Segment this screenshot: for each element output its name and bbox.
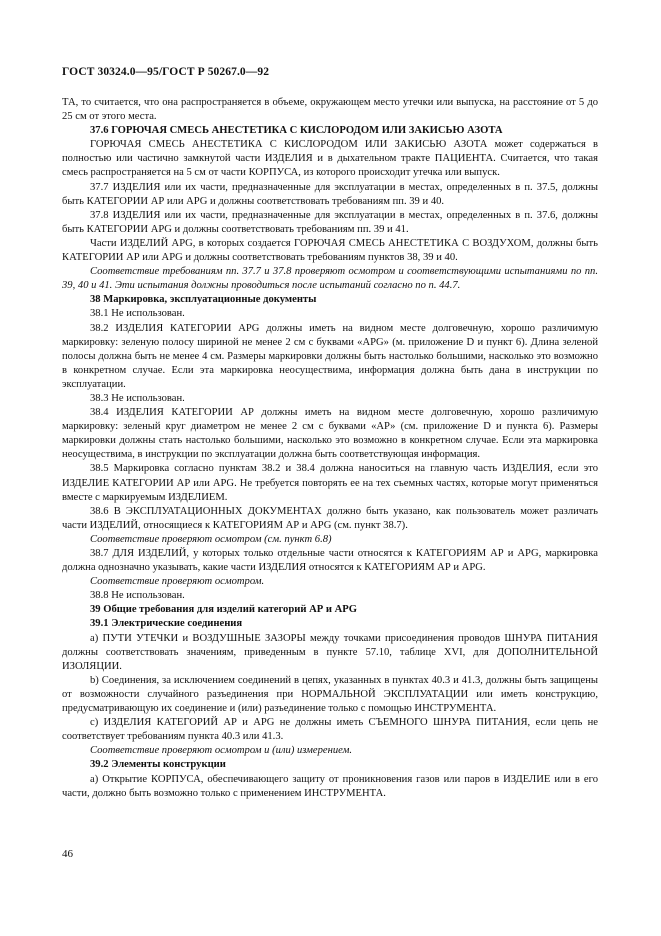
paragraph: с) ИЗДЕЛИЯ КАТЕГОРИЙ АР и APG не должны иметь СЪЕМНОГО ШНУРА ПИТАНИЯ, если цепь не соответствует требованиям пункта 40.3 или 41.3. [62,717,598,743]
section-heading: 39 Общие требования для изделий категорий АР и APG [90,604,357,616]
paragraph: 37.7 ИЗДЕЛИЯ или их части, предназначенные для эксплуатации в местах, определенных в п. 37.5, должны быть КАТЕГОРИИ АР или APG и должны соответствовать требованиям пп. 39 и 40. [62,181,598,207]
paragraph: 38.1 Не использован. [90,308,185,320]
section-heading: 38 Маркировка, эксплуатационные документы [90,294,317,306]
section-heading: 37.6 ГОРЮЧАЯ СМЕСЬ АНЕСТЕТИКА С КИСЛОРОДОМ ИЛИ ЗАКИСЬЮ АЗОТА [90,125,503,137]
compliance-note: Соответствие проверяют осмотром и (или) измерением. [90,745,353,757]
document-header: ГОСТ 30324.0—95/ГОСТ Р 50267.0—92 [62,66,270,78]
subsection-heading: 39.2 Элементы конструкции [90,759,226,771]
page-number: 46 [62,848,73,860]
paragraph: ГОРЮЧАЯ СМЕСЬ АНЕСТЕТИКА С КИСЛОРОДОМ ИЛИ ЗАКИСЬЮ АЗОТА может содержаться в полностью или частично замкнутой части ИЗДЕЛИЯ и в дыхательном тракте ПАЦИЕНТА. Считается, что такая смесь распространяется на 5 см от части КОРПУСА, из которого происходит утечка или выпуск. [62,139,598,179]
paragraph: 38.2 ИЗДЕЛИЯ КАТЕГОРИИ APG должны иметь на видном месте долговечную, хорошо различимую маркировку: зеленую полосу шириной не менее 2 см с буквами «APG» (м. приложение D и пункт 6). Длина зеленой полосы должна быть не менее 4 см. Размеры маркировки должны быть настолько большими, насколько это возможно в конкретном случае. Если эта маркировка неосуществима, информация должна быть дана в инструкции по эксплуатации. [62,322,598,390]
paragraph: 38.4 ИЗДЕЛИЯ КАТЕГОРИИ АР должны иметь на видном месте долговечную, хорошо различимую маркировку: зеленый круг диаметром не менее 2 см с буквами «АР» (см. приложение D и пункта 6). Размеры маркировки должны стать настолько большими, насколько это возможно в конкретном случае. Если эта маркировка неосуществима, в инструкции по эксплуатации должна быть соответствующая информация. [62,407,598,461]
paragraph: ТА, то считается, что она распространяется в объеме, окружающем место утечки или выпуска, на расстояние от 5 до 25 см от этого места. [62,97,598,123]
paragraph: 38.3 Не использован. [90,392,185,404]
paragraph: 38.5 Маркировка согласно пунктам 38.2 и 38.4 должна наноситься на главную часть ИЗДЕЛИЯ, если это ИЗДЕЛИЕ КАТЕГОРИИ АР или APG. Не требуется повторять ее на тех съемных частях, которые могут применяться вместе с маркируемым ИЗДЕЛИЕМ. [62,463,598,503]
paragraph: 37.8 ИЗДЕЛИЯ или их части, предназначенные для эксплуатации в местах, определенных в п. 37.6, должны быть КАТЕГОРИИ APG и должны соответствовать требованиям пп. 39 и 41. [62,209,598,235]
paragraph: Части ИЗДЕЛИЙ APG, в которых создается ГОРЮЧАЯ СМЕСЬ АНЕСТЕТИКА С ВОЗДУХОМ, должны быть КАТЕГОРИИ АР или APG и должны соответствовать требованиям пунктов 38, 39 и 40. [62,237,598,264]
compliance-note: Соответствие требованиям пп. 37.7 и 37.8 проверяют осмотром и соответствующими испытаниями по пп. 39, 40 и 41. Эти испытания должны проводиться после испытаний согласно по п. 44.7. [62,266,598,292]
paragraph: 38.8 Не использован. [90,590,185,602]
compliance-note: Соответствие проверяют осмотром (см. пункт 6.8) [90,533,332,545]
compliance-note: Соответствие проверяют осмотром. [90,576,265,588]
paragraph: а) Открытие КОРПУСА, обеспечивающего защиту от проникновения газов или паров в ИЗДЕЛИЕ или в его части, должно быть возможно только с применением ИНСТРУМЕНТА. [62,773,598,799]
subsection-heading: 39.1 Электрические соединения [90,618,243,630]
document-body [62,96,598,801]
paragraph: b) Соединения, за исключением соединений в цепях, указанных в пунктах 40.3 и 41.3, должны быть защищены от возможности случайного разъединения при НОРМАЛЬНОЙ ЭКСПЛУАТАЦИИ или иметь конструкцию, предусматривающую их соединение и (или) разъединение только с помощью ИНСТРУМЕНТА. [62,674,598,715]
paragraph: а) ПУТИ УТЕЧКИ и ВОЗДУШНЫЕ ЗАЗОРЫ между точками присоединения проводов ШНУРА ПИТАНИЯ должны соответствовать значениям, приведенным в пункте 57.10, таблице XVI, для ДОПОЛНИТЕЛЬНОЙ ИЗОЛЯЦИИ. [62,632,598,672]
paragraph: 38.7 ДЛЯ ИЗДЕЛИЙ, у которых только отдельные части относятся к КАТЕГОРИЯМ АР и APG, маркировка должна однозначно указывать, какие части ИЗДЕЛИЯ относятся к КАТЕГОРИЯМ АР и APG. [62,548,598,574]
paragraph: 38.6 В ЭКСПЛУАТАЦИОННЫХ ДОКУМЕНТАХ должно быть указано, как пользователь может различать части ИЗДЕЛИЙ, относящиеся к КАТЕГОРИЯМ АР и APG (см. пункт 38.7). [62,505,598,531]
